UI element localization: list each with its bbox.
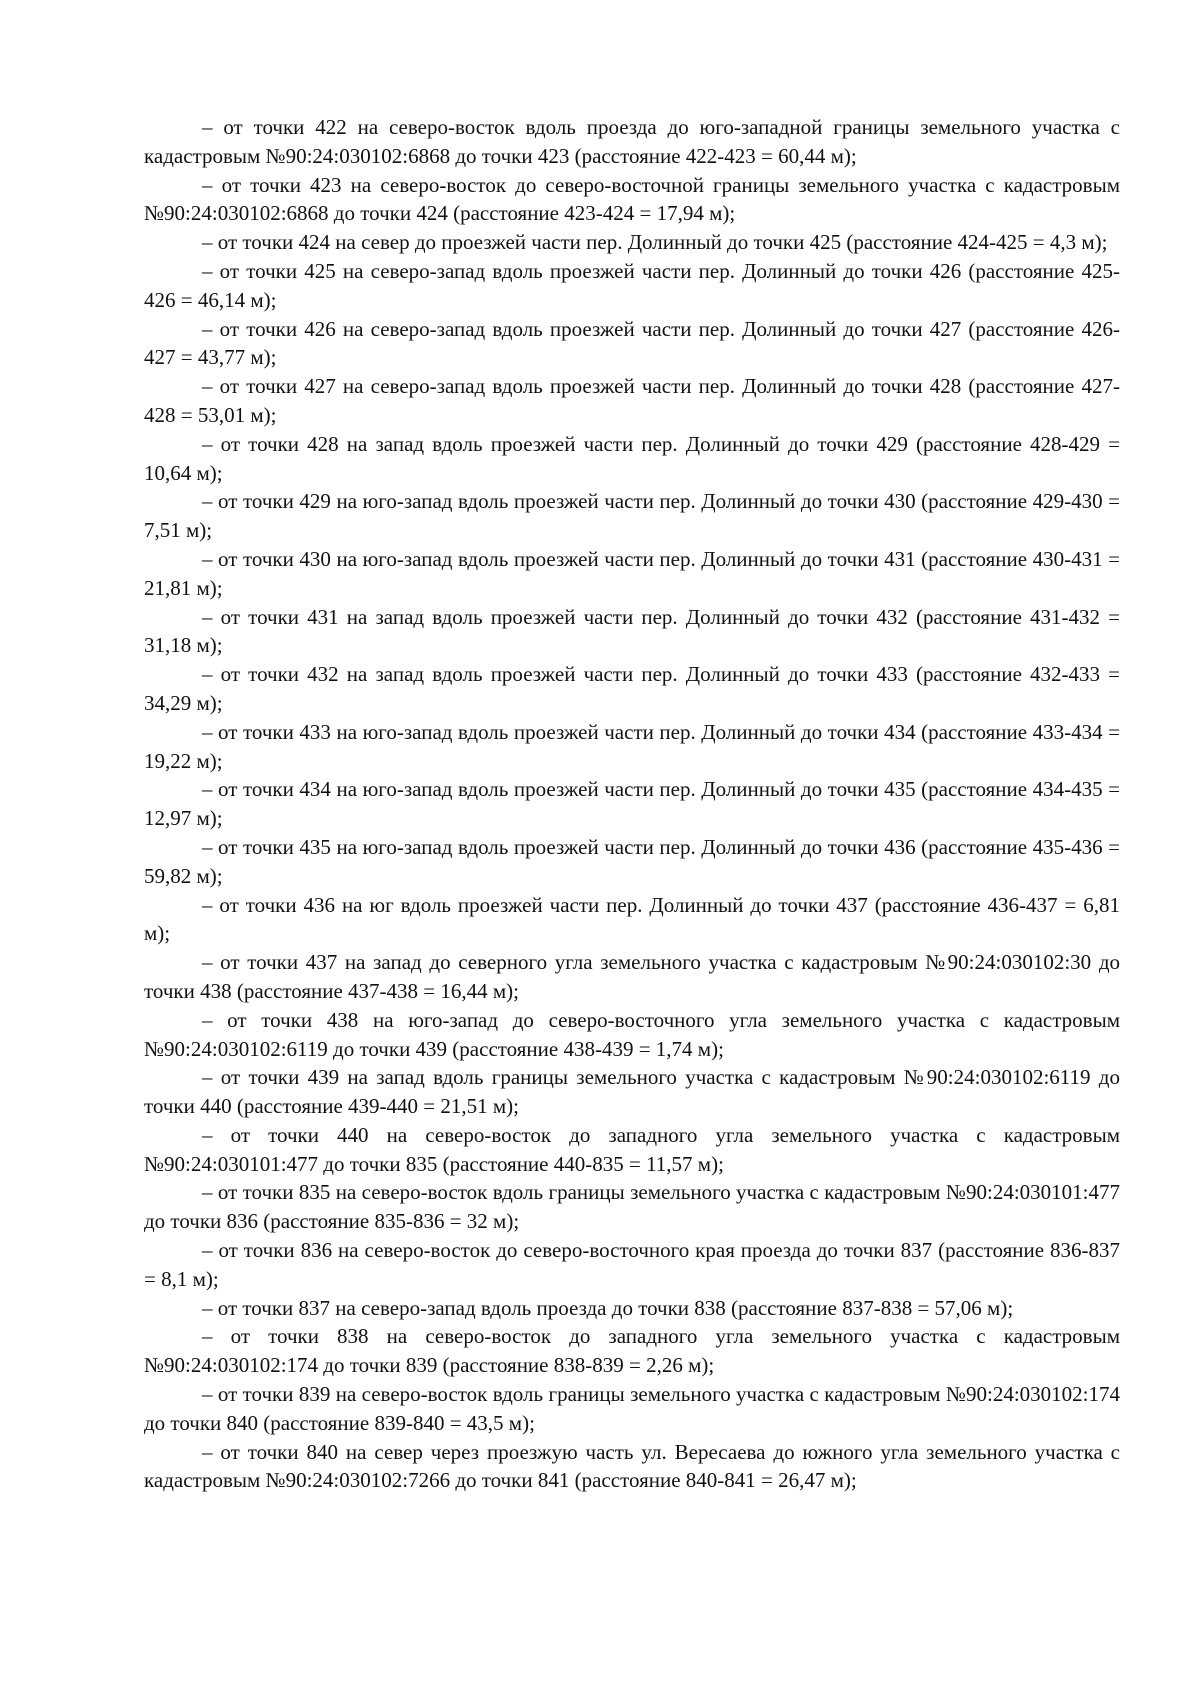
boundary-segment-431-432: – от точки 431 на запад вдоль проезжей части пер. Долинный до точки 432 (расстояние 431-432 = 31,18 м); (144, 604, 1120, 658)
document-body (144, 113, 1120, 1495)
boundary-segment-429-430: – от точки 429 на юго-запад вдоль проезжей части пер. Долинный до точки 430 (расстояние 429-430 = 7,51 м); (144, 489, 1120, 543)
boundary-segment-837-838: – от точки 837 на северо-запад вдоль проезда до точки 838 (расстояние 837-838 = 57,06 м); (202, 1295, 1014, 1320)
boundary-segment-432-433: – от точки 432 на запад вдоль проезжей части пер. Долинный до точки 433 (расстояние 432-433 = 34,29 м); (144, 662, 1120, 715)
boundary-segment-439-440: – от точки 439 на запад вдоль границы земельного участка с кадастровым №90:24:030102:6119 до точки 440 (расстояние 439-440 = 21,51 м); (144, 1065, 1120, 1119)
boundary-segment-440-835: – от точки 440 на северо-восток до западного угла земельного участка с кадастровым №90:24:030101:477 до точки 835 (расстояние 440-835 = 11,57 м); (144, 1122, 1120, 1176)
boundary-segment-434-435: – от точки 434 на юго-запад вдоль проезжей части пер. Долинный до точки 435 (расстояние 434-435 = 12,97 м); (144, 777, 1120, 831)
boundary-segment-835-836: – от точки 835 на северо-восток вдоль границы земельного участка с кадастровым №90:24:030101:477 до точки 836 (расстояние 835-836 = 32 м); (144, 1180, 1120, 1234)
boundary-segment-430-431: – от точки 430 на юго-запад вдоль проезжей части пер. Долинный до точки 431 (расстояние 430-431 = 21,81 м); (144, 546, 1120, 600)
boundary-segment-425-426: – от точки 425 на северо-запад вдоль проезжей части пер. Долинный до точки 426 (расстояние 425-426 = 46,14 м); (144, 258, 1120, 312)
boundary-segment-836-837: – от точки 836 на северо-восток до северо-восточного края проезда до точки 837 (расстояние 836-837 = 8,1 м); (144, 1238, 1120, 1291)
boundary-segment-436-437: – от точки 436 на юг вдоль проезжей части пер. Долинный до точки 437 (расстояние 436-437 = 6,81 м); (144, 892, 1120, 946)
boundary-segment-424-425: – от точки 424 на север до проезжей части пер. Долинный до точки 425 (расстояние 424-425 = 4,3 м); (202, 230, 1108, 255)
boundary-segment-428-429: – от точки 428 на запад вдоль проезжей части пер. Долинный до точки 429 (расстояние 428-429 = 10,64 м); (144, 431, 1120, 485)
boundary-segment-435-436: – от точки 435 на юго-запад вдоль проезжей части пер. Долинный до точки 436 (расстояние 435-436 = 59,82 м); (144, 834, 1120, 888)
boundary-segment-438-439: – от точки 438 на юго-запад до северо-восточного угла земельного участка с кадастровым №90:24:030102:6119 до точки 439 (расстояние 438-439 = 1,74 м); (144, 1007, 1120, 1061)
boundary-segment-422-423: – от точки 422 на северо-восток вдоль проезда до юго-западной границы земельного участка с кадастровым №90:24:030102:6868 до точки 423 (расстояние 422-423 = 60,44 м); (144, 115, 1120, 168)
boundary-segment-437-438: – от точки 437 на запад до северного угла земельного участка с кадастровым №90:24:030102:30 до точки 438 (расстояние 437-438 = 16,44 м); (144, 950, 1120, 1003)
boundary-segment-839-840: – от точки 839 на северо-восток вдоль границы земельного участка с кадастровым №90:24:030102:174 до точки 840 (расстояние 839-840 = 43,5 м); (144, 1382, 1120, 1435)
boundary-segment-840-841: – от точки 840 на север через проезжую часть ул. Вересаева до южного угла земельного участка с кадастровым №90:24:030102:7266 до точки 841 (расстояние 840-841 = 26,47 м); (144, 1439, 1120, 1493)
boundary-segment-426-427: – от точки 426 на северо-запад вдоль проезжей части пер. Долинный до точки 427 (расстояние 426-427 = 43,77 м); (144, 316, 1120, 370)
boundary-segment-423-424: – от точки 423 на северо-восток до северо-восточной границы земельного участка с кадастровым №90:24:030102:6868 до точки 424 (расстояние 423-424 = 17,94 м); (144, 172, 1120, 226)
boundary-segment-427-428: – от точки 427 на северо-запад вдоль проезжей части пер. Долинный до точки 428 (расстояние 427-428 = 53,01 м); (144, 374, 1120, 427)
boundary-segment-838-839: – от точки 838 на северо-восток до западного угла земельного участка с кадастровым №90:24:030102:174 до точки 839 (расстояние 838-839 = 2,26 м); (144, 1324, 1120, 1378)
boundary-segment-433-434: – от точки 433 на юго-запад вдоль проезжей части пер. Долинный до точки 434 (расстояние 433-434 = 19,22 м); (144, 719, 1120, 773)
